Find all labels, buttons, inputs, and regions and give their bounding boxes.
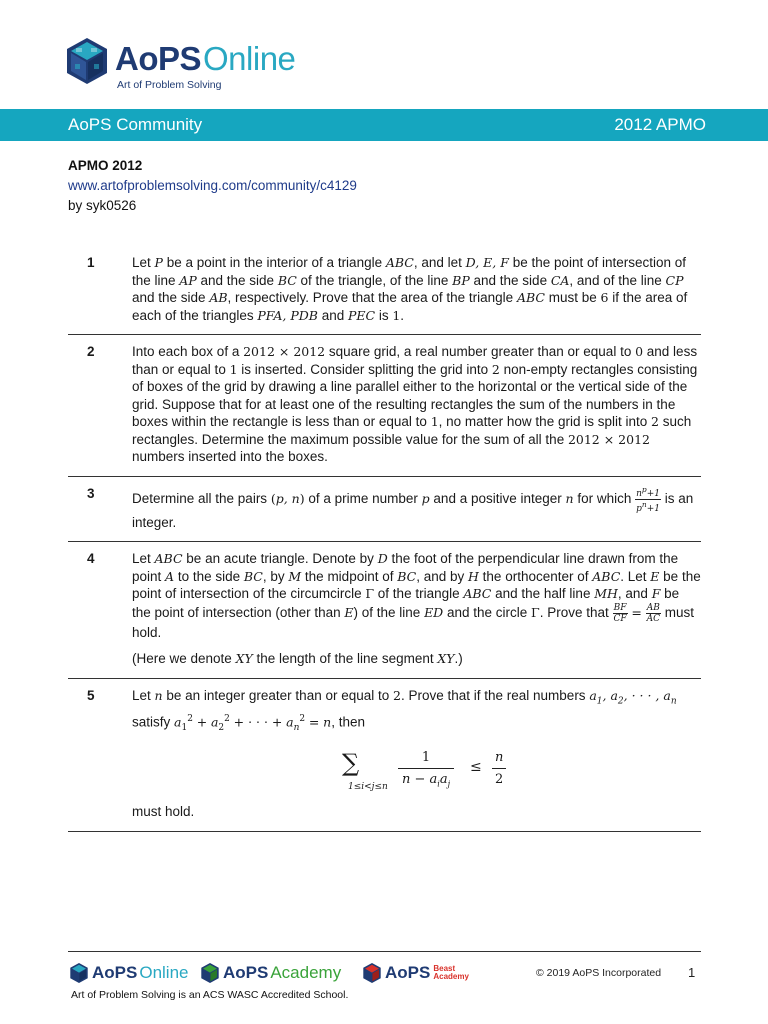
contest-meta bbox=[68, 156, 357, 216]
problem-statement: Determine all the pairs (p, n) of a prime number p and a positive integer n for which $\frac{n^p+1}{p^n+1}$ is an integer. bbox=[132, 484, 694, 530]
aops-cube-icon bbox=[70, 963, 88, 983]
problem-statement: Let P be a point in the interior of a triangle ABC, and let D, E, F be the point of intersection of the line AP and the side BC of the triangle, of the line BP and the side CA, and of the line CP and the side AB, respectively. Prove that the area of the triangle ABC must be 6 if the area of each of the triangles PFA, PDB and PEC is 1. bbox=[132, 255, 688, 323]
logo-aops-text: AoPS bbox=[115, 40, 202, 77]
page-number: 1 bbox=[688, 965, 696, 980]
problem-number: 4 bbox=[87, 551, 95, 566]
footer-logo-main-text: AoPS bbox=[92, 963, 138, 982]
problem-list bbox=[68, 245, 701, 832]
problem-number: 2 bbox=[87, 344, 95, 359]
beast-academy-cube-icon bbox=[363, 963, 381, 983]
problem-item bbox=[68, 541, 701, 678]
community-banner bbox=[0, 109, 768, 141]
banner-community-label[interactable]: AoPS Community bbox=[68, 115, 203, 134]
divider bbox=[68, 831, 701, 832]
accreditation-text: Art of Problem Solving is an ACS WASC Accredited School. bbox=[71, 989, 349, 1001]
problem-statement: Let ABC be an acute triangle. Denote by D the foot of the perpendicular line drawn from the point A to the side BC, by M the midpoint of BC, and by H the orthocenter of ABC. Let E be the point of intersection of the circumcircle Γ of the triangle ABC and the half line MH, and F be the point of intersection (other than E) of the line ED and the circle Γ. Prove that $\frac{BF}{CF}$ = $\frac{AB}{AC}$ must hold. (Here we denote XY the length of the line segment XY.) bbox=[132, 551, 701, 666]
community-link[interactable]: www.artofproblemsolving.com/community/c4129 bbox=[68, 178, 357, 193]
footer-logo-main-text: AoPS bbox=[385, 963, 431, 982]
problem-number: 5 bbox=[87, 687, 95, 703]
contest-title: APMO 2012 bbox=[68, 158, 143, 173]
footer-logo-accent-text: Beast Academy bbox=[433, 964, 469, 981]
footer-logo-aops-academy[interactable] bbox=[201, 961, 341, 985]
footer-logo-accent-text: Academy bbox=[270, 963, 342, 982]
problem-item bbox=[68, 245, 701, 334]
problem-number: 3 bbox=[87, 485, 95, 501]
logo-online-text: Online bbox=[203, 40, 296, 77]
banner-contest-label: 2012 APMO bbox=[614, 115, 706, 134]
problem-number: 1 bbox=[87, 255, 95, 270]
aops-academy-cube-icon bbox=[201, 963, 219, 983]
problem-item bbox=[68, 476, 701, 542]
logo-subtitle: Art of Problem Solving bbox=[117, 79, 222, 91]
page-footer bbox=[68, 951, 701, 1011]
problem-statement: Into each box of a 2012 × 2012 square grid, a real number greater than or equal to 0 and less than or equal to 1 is inserted. Consider splitting the grid into 2 non-empty rectangles consisting of boxes of the grid by drawing a line parallel either to the horizontal or the vertical side of the grid. Suppose that for at least one of the resulting rectangles the sum of the numbers in the boxes within the rectangle is less than or equal to 1, no matter how the grid is split into 2 such rectangles. Determine the maximum possible value for the sum of all the 2012 × 2012 numbers inserted into the boxes. bbox=[132, 344, 698, 464]
summation-equation: ∑ 1≤i<j≤n 1 $n - a_ia_j$ ≤ $\frac{n}{2}$ bbox=[132, 745, 701, 797]
logo-wordmark bbox=[115, 40, 295, 78]
footer-logo-accent-text: Online bbox=[139, 963, 189, 982]
aops-cube-icon bbox=[67, 38, 107, 84]
footer-logo-aops-online[interactable] bbox=[70, 961, 188, 985]
copyright-text: © 2019 AoPS Incorporated bbox=[536, 967, 662, 979]
aops-online-logo[interactable] bbox=[67, 38, 317, 94]
footer-logo-main-text: AoPS bbox=[223, 963, 269, 982]
problem-statement: Let n be an integer greater than or equal to 2. Prove that if the real numbers $a_1$, $a_2$, · · · , $a_n$ satisfy $a_1^2 + a_2^2$ + · · · + $a_n^2 = n$, then ∑ 1≤i<j≤n 1 $n - a_ia_j$ ≤ $\frac{n}{2}$ must hold. bbox=[132, 687, 701, 821]
author-line: by syk0526 bbox=[68, 198, 137, 213]
problem-item bbox=[68, 678, 701, 831]
problem-item bbox=[68, 334, 701, 476]
footer-logo-beast-academy[interactable] bbox=[363, 961, 477, 985]
